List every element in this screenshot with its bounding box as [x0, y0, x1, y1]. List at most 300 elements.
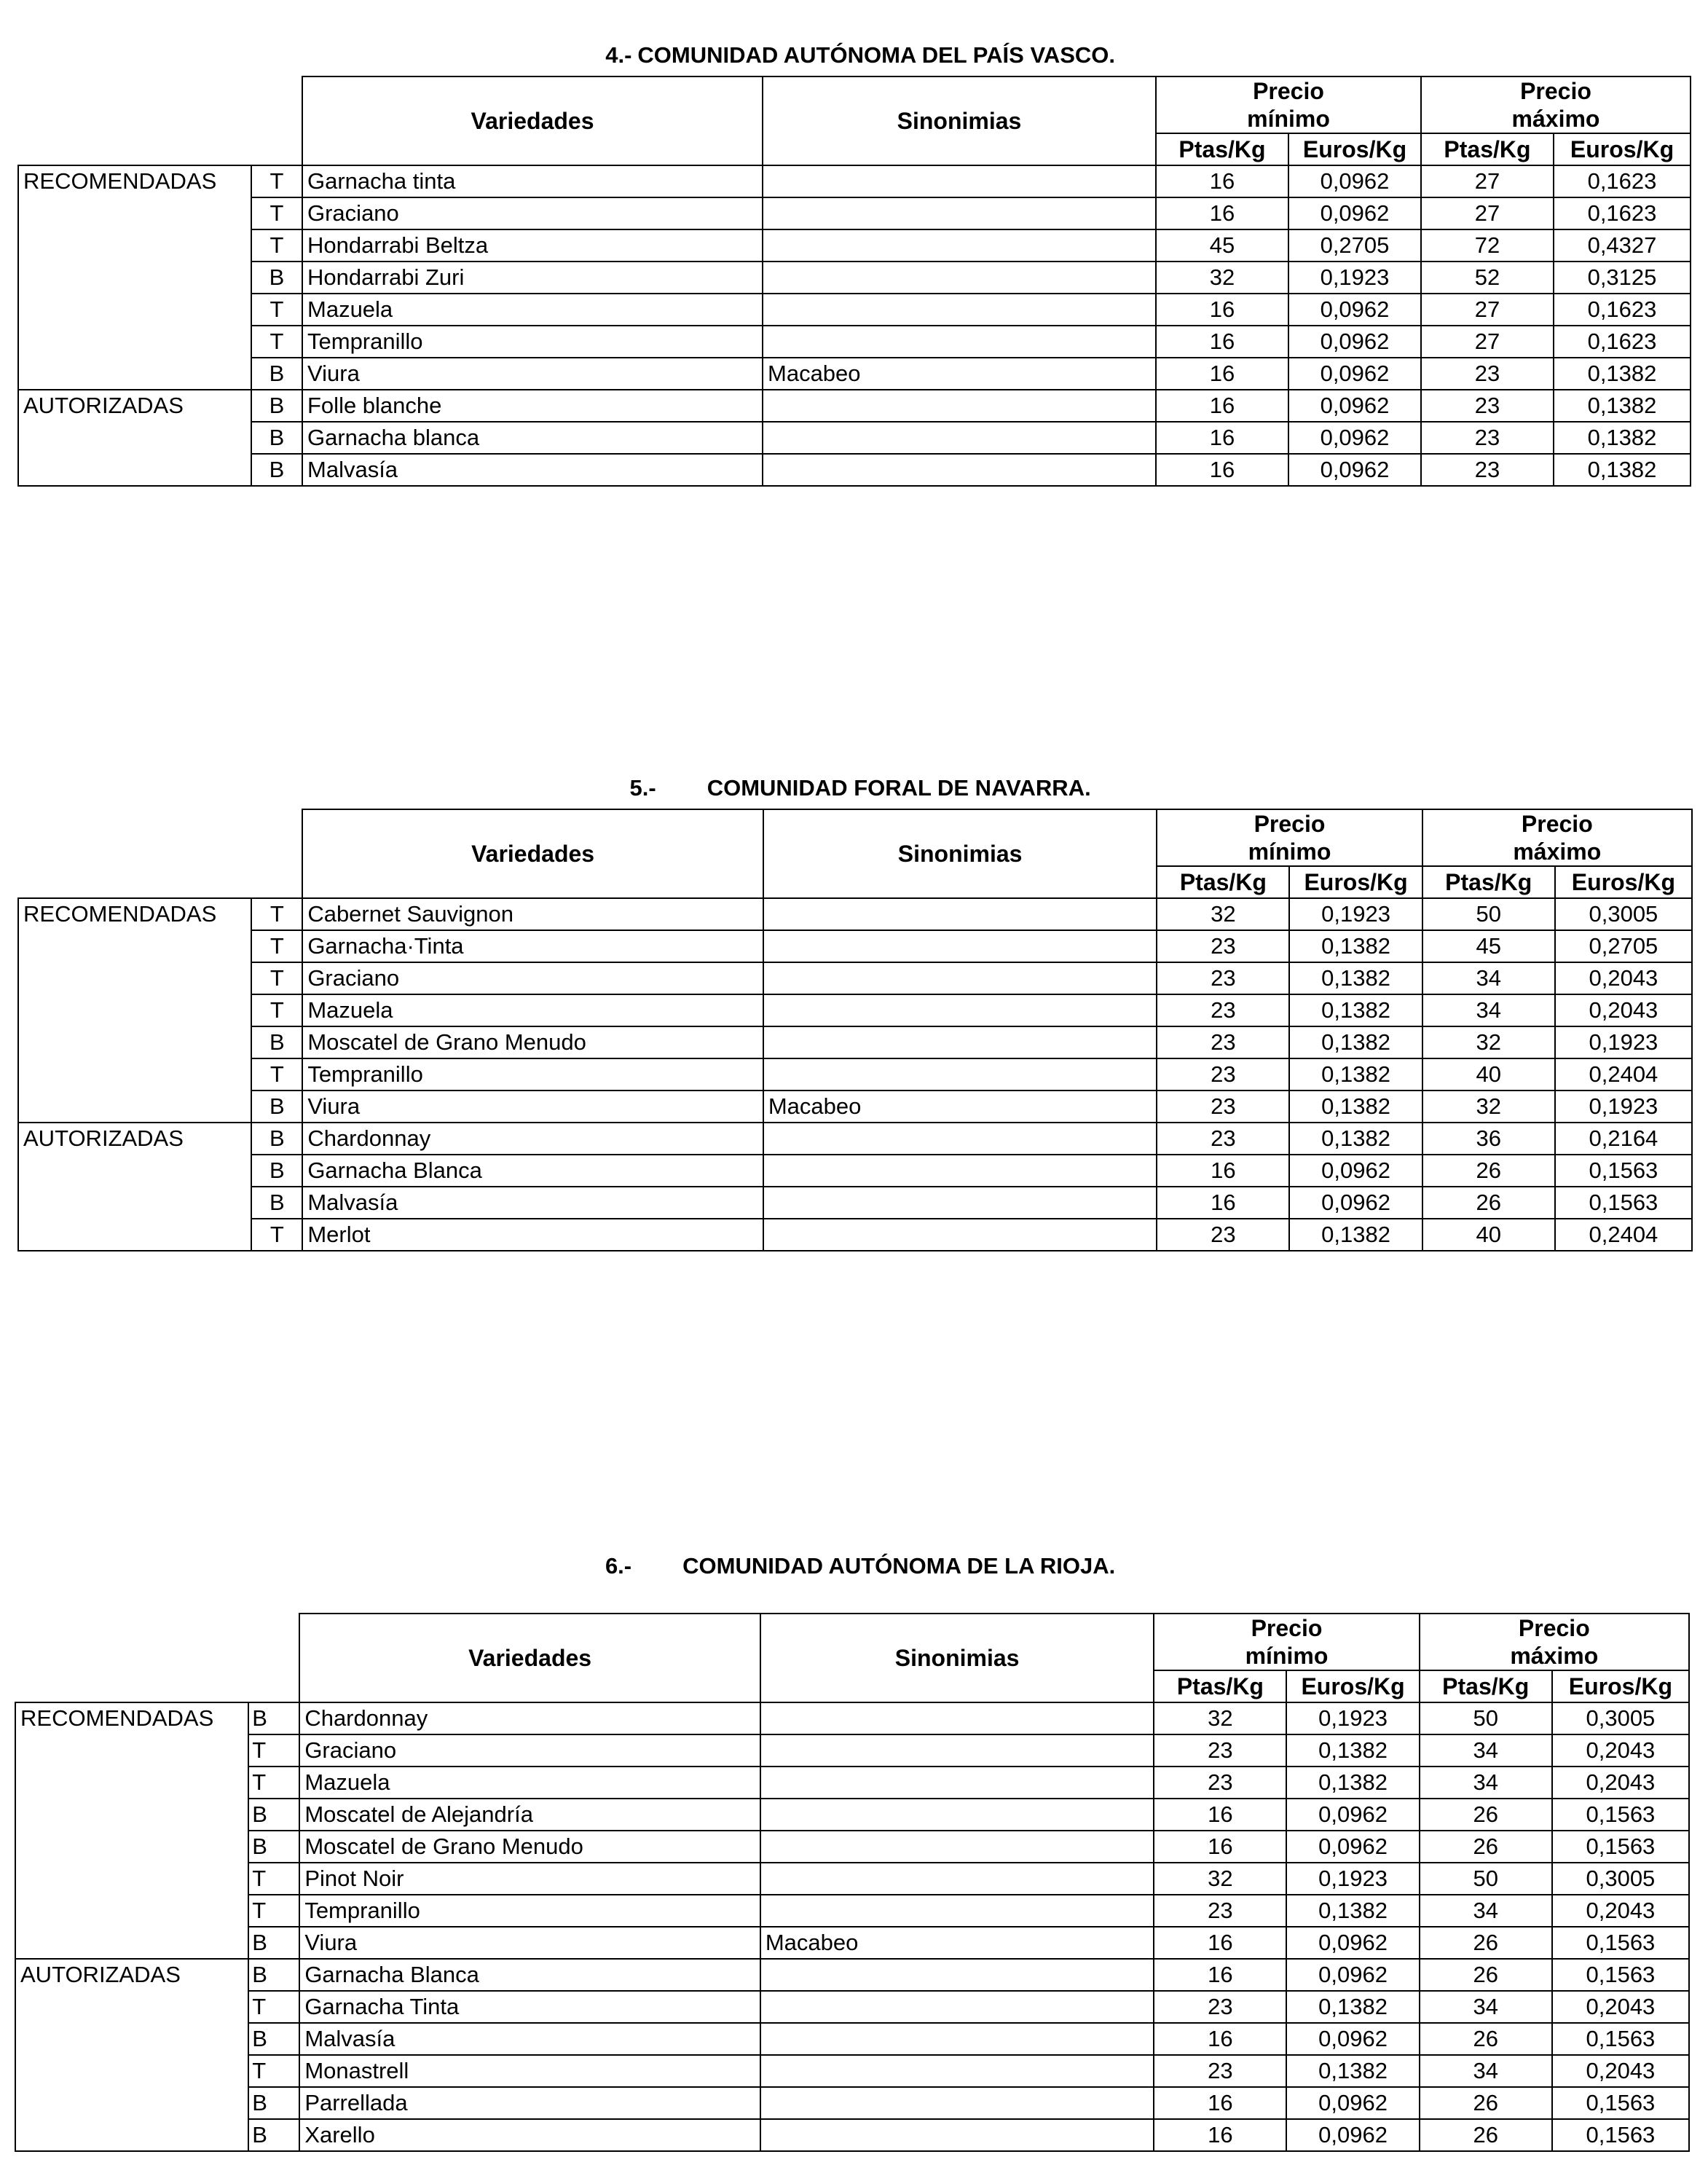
- max-euros-cell: 0,3005: [1552, 1702, 1689, 1734]
- max-ptas-cell: 26: [1420, 2023, 1552, 2055]
- variety-cell: Tempranillo: [302, 1058, 763, 1090]
- variety-cell: Viura: [299, 1927, 760, 1959]
- header-precio-minimo: [1154, 1614, 1419, 1670]
- min-ptas-cell: 23: [1154, 1767, 1286, 1799]
- max-euros-cell: 0,1563: [1552, 1927, 1689, 1959]
- header-maximo-label: máximo: [1513, 838, 1602, 865]
- color-cell: T: [248, 1767, 299, 1799]
- table-row: [15, 1831, 1689, 1863]
- variety-cell: Graciano: [302, 962, 763, 994]
- header-minimo-label: mínimo: [1247, 106, 1330, 132]
- category-cell: [18, 1058, 251, 1090]
- synonym-cell: [760, 2087, 1154, 2119]
- min-euros-cell: 0,0962: [1289, 1187, 1422, 1219]
- max-euros-cell: 0,2043: [1552, 2055, 1689, 2087]
- min-ptas-cell: 23: [1154, 1895, 1286, 1927]
- synonym-cell: [763, 197, 1156, 229]
- header-max-ptas: Ptas/Kg: [1420, 1670, 1552, 1702]
- min-ptas-cell: 32: [1156, 262, 1288, 294]
- table-row: [18, 262, 1691, 294]
- max-ptas-cell: 34: [1422, 962, 1555, 994]
- table-row: [18, 294, 1691, 326]
- max-ptas-cell: 27: [1421, 326, 1554, 358]
- table-header-row: [15, 1614, 1689, 1670]
- color-cell: B: [248, 2023, 299, 2055]
- max-euros-cell: 0,1563: [1555, 1155, 1692, 1187]
- color-cell: T: [251, 326, 302, 358]
- header-max-euros: Euros/Kg: [1552, 1670, 1689, 1702]
- category-cell: [15, 2119, 248, 2151]
- variety-cell: Garnacha Blanca: [299, 1959, 760, 1991]
- variety-cell: Merlot: [302, 1219, 763, 1251]
- color-cell: T: [248, 1895, 299, 1927]
- table-row: [18, 1187, 1692, 1219]
- max-euros-cell: 0,4327: [1554, 229, 1691, 262]
- max-euros-cell: 0,2043: [1552, 1991, 1689, 2023]
- max-ptas-cell: 26: [1420, 1799, 1552, 1831]
- table-row: [18, 994, 1692, 1026]
- max-euros-cell: 0,1382: [1554, 422, 1691, 454]
- category-cell: AUTORIZADAS: [15, 1959, 248, 1991]
- max-euros-cell: 0,2705: [1555, 930, 1692, 962]
- section-title-6: [0, 1527, 1708, 1579]
- category-cell: [15, 1767, 248, 1799]
- color-cell: B: [251, 1090, 302, 1123]
- color-cell: B: [248, 1959, 299, 1991]
- max-euros-cell: 0,1923: [1555, 1090, 1692, 1123]
- color-cell: B: [251, 1026, 302, 1058]
- min-ptas-cell: 32: [1154, 1702, 1286, 1734]
- header-maximo-label: máximo: [1510, 1643, 1599, 1669]
- min-euros-cell: 0,1382: [1286, 1991, 1419, 2023]
- min-euros-cell: 0,1382: [1286, 1734, 1419, 1767]
- min-ptas-cell: 23: [1157, 930, 1289, 962]
- min-ptas-cell: 16: [1157, 1187, 1289, 1219]
- max-euros-cell: 0,1563: [1552, 2119, 1689, 2151]
- synonym-cell: [760, 1702, 1154, 1734]
- category-cell: [18, 994, 251, 1026]
- synonym-cell: [760, 2119, 1154, 2151]
- header-precio-minimo: [1156, 76, 1421, 133]
- max-euros-cell: 0,2043: [1555, 962, 1692, 994]
- header-min-ptas: Ptas/Kg: [1154, 1670, 1286, 1702]
- varieties-table-pais-vasco: [17, 76, 1691, 487]
- variety-cell: Moscatel de Alejandría: [299, 1799, 760, 1831]
- synonym-cell: [760, 2055, 1154, 2087]
- header-blank: [15, 1614, 299, 1702]
- category-cell: [15, 1927, 248, 1959]
- max-euros-cell: 0,1563: [1552, 1799, 1689, 1831]
- min-euros-cell: 0,0962: [1288, 454, 1421, 486]
- synonym-cell: [763, 454, 1156, 486]
- header-minimo-label: mínimo: [1248, 838, 1331, 865]
- header-precio-label: Precio: [1251, 1615, 1323, 1641]
- max-ptas-cell: 50: [1420, 1863, 1552, 1895]
- category-cell: [18, 294, 251, 326]
- max-euros-cell: 0,1563: [1552, 1959, 1689, 1991]
- category-cell: AUTORIZADAS: [18, 390, 251, 422]
- section-heading: COMUNIDAD AUTÓNOMA DE LA RIOJA.: [682, 1553, 1116, 1579]
- color-cell: T: [251, 165, 302, 197]
- color-cell: B: [248, 1799, 299, 1831]
- color-cell: T: [251, 994, 302, 1026]
- table-row: [15, 1895, 1689, 1927]
- max-euros-cell: 0,1382: [1554, 358, 1691, 390]
- category-cell: [18, 1187, 251, 1219]
- table-row: [18, 1058, 1692, 1090]
- variety-cell: Garnacha Tinta: [299, 1991, 760, 2023]
- table-row: [18, 1155, 1692, 1187]
- min-euros-cell: 0,1382: [1289, 1058, 1422, 1090]
- header-maximo-label: máximo: [1511, 106, 1600, 132]
- color-cell: T: [251, 1219, 302, 1251]
- table-row: [15, 1767, 1689, 1799]
- max-euros-cell: 0,1623: [1554, 165, 1691, 197]
- min-ptas-cell: 23: [1154, 2055, 1286, 2087]
- table-row: [18, 390, 1691, 422]
- header-min-euros: Euros/Kg: [1288, 133, 1421, 165]
- table-row: [15, 1702, 1689, 1734]
- header-max-ptas: Ptas/Kg: [1421, 133, 1554, 165]
- header-precio-label: Precio: [1521, 811, 1593, 837]
- color-cell: B: [251, 390, 302, 422]
- variety-cell: Malvasía: [302, 454, 763, 486]
- max-ptas-cell: 26: [1420, 2119, 1552, 2151]
- color-cell: B: [251, 1123, 302, 1155]
- min-ptas-cell: 16: [1154, 1799, 1286, 1831]
- max-euros-cell: 0,1563: [1552, 2023, 1689, 2055]
- color-cell: B: [248, 2087, 299, 2119]
- table-row: [18, 422, 1691, 454]
- color-cell: T: [248, 1991, 299, 2023]
- color-cell: T: [251, 294, 302, 326]
- min-euros-cell: 0,1382: [1286, 1767, 1419, 1799]
- min-ptas-cell: 16: [1154, 1927, 1286, 1959]
- table-row: [18, 898, 1692, 930]
- max-ptas-cell: 34: [1420, 1991, 1552, 2023]
- min-ptas-cell: 16: [1156, 422, 1288, 454]
- category-cell: RECOMENDADAS: [15, 1702, 248, 1734]
- table-row: [18, 229, 1691, 262]
- color-cell: B: [251, 358, 302, 390]
- synonym-cell: [763, 1123, 1157, 1155]
- min-euros-cell: 0,0962: [1286, 1799, 1419, 1831]
- min-ptas-cell: 16: [1154, 2023, 1286, 2055]
- min-ptas-cell: 16: [1154, 1831, 1286, 1863]
- min-euros-cell: 0,0962: [1288, 165, 1421, 197]
- category-cell: [18, 197, 251, 229]
- synonym-cell: Macabeo: [763, 358, 1156, 390]
- max-ptas-cell: 27: [1421, 197, 1554, 229]
- header-sinonimias: Sinonimias: [760, 1614, 1154, 1702]
- header-blank: [18, 76, 302, 165]
- min-euros-cell: 0,0962: [1289, 1155, 1422, 1187]
- section-title-5: [0, 749, 1708, 801]
- min-ptas-cell: 16: [1157, 1155, 1289, 1187]
- synonym-cell: [760, 1991, 1154, 2023]
- max-euros-cell: 0,1382: [1554, 390, 1691, 422]
- max-euros-cell: 0,2043: [1555, 994, 1692, 1026]
- min-ptas-cell: 16: [1156, 358, 1288, 390]
- varieties-table-navarra: [17, 809, 1693, 1251]
- variety-cell: Tempranillo: [299, 1895, 760, 1927]
- synonym-cell: [763, 898, 1157, 930]
- header-precio-minimo: [1157, 809, 1422, 866]
- max-ptas-cell: 34: [1420, 1767, 1552, 1799]
- max-euros-cell: 0,1563: [1552, 1831, 1689, 1863]
- min-euros-cell: 0,2705: [1288, 229, 1421, 262]
- variety-cell: Mazuela: [299, 1767, 760, 1799]
- variety-cell: Tempranillo: [302, 326, 763, 358]
- min-euros-cell: 0,1382: [1289, 1123, 1422, 1155]
- color-cell: B: [251, 262, 302, 294]
- synonym-cell: [760, 1863, 1154, 1895]
- max-ptas-cell: 50: [1420, 1702, 1552, 1734]
- min-euros-cell: 0,0962: [1286, 2119, 1419, 2151]
- color-cell: B: [251, 1155, 302, 1187]
- header-variedades: Variedades: [302, 76, 763, 165]
- max-ptas-cell: 23: [1421, 454, 1554, 486]
- section-number: 5.-: [629, 775, 656, 801]
- variety-cell: Garnacha tinta: [302, 165, 763, 197]
- header-blank: [18, 809, 302, 898]
- max-ptas-cell: 26: [1420, 1831, 1552, 1863]
- color-cell: B: [248, 1702, 299, 1734]
- min-euros-cell: 0,0962: [1286, 2087, 1419, 2119]
- header-max-euros: Euros/Kg: [1555, 866, 1692, 898]
- min-euros-cell: 0,0962: [1286, 1831, 1419, 1863]
- table-row: [18, 1123, 1692, 1155]
- table-row: [18, 1026, 1692, 1058]
- min-ptas-cell: 23: [1157, 1058, 1289, 1090]
- table-row: [18, 1219, 1692, 1251]
- variety-cell: Garnacha·Tinta: [302, 930, 763, 962]
- min-euros-cell: 0,1382: [1289, 930, 1422, 962]
- synonym-cell: Macabeo: [760, 1927, 1154, 1959]
- category-cell: [15, 1734, 248, 1767]
- min-ptas-cell: 16: [1156, 390, 1288, 422]
- section-title-4: [0, 16, 1708, 68]
- synonym-cell: [763, 390, 1156, 422]
- synonym-cell: [763, 994, 1157, 1026]
- min-euros-cell: 0,1382: [1286, 1895, 1419, 1927]
- variety-cell: Folle blanche: [302, 390, 763, 422]
- category-cell: [15, 2055, 248, 2087]
- min-euros-cell: 0,1382: [1289, 962, 1422, 994]
- min-euros-cell: 0,1923: [1288, 262, 1421, 294]
- synonym-cell: [763, 1026, 1157, 1058]
- category-cell: RECOMENDADAS: [18, 165, 251, 197]
- color-cell: B: [251, 1187, 302, 1219]
- category-cell: [15, 1863, 248, 1895]
- max-ptas-cell: 26: [1420, 1927, 1552, 1959]
- synonym-cell: [760, 1734, 1154, 1767]
- min-ptas-cell: 16: [1154, 2087, 1286, 2119]
- max-euros-cell: 0,3005: [1555, 898, 1692, 930]
- synonym-cell: [760, 2023, 1154, 2055]
- table-header-row: [18, 76, 1691, 133]
- color-cell: B: [248, 2119, 299, 2151]
- max-euros-cell: 0,2404: [1555, 1219, 1692, 1251]
- table-row: [18, 326, 1691, 358]
- category-cell: [18, 262, 251, 294]
- section-heading: COMUNIDAD AUTÓNOMA DEL PAÍS VASCO.: [637, 42, 1116, 68]
- color-cell: T: [251, 898, 302, 930]
- max-ptas-cell: 27: [1421, 165, 1554, 197]
- variety-cell: Parrellada: [299, 2087, 760, 2119]
- table-header-row: [18, 809, 1692, 866]
- table-row: [15, 1959, 1689, 1991]
- header-precio-label: Precio: [1518, 1615, 1590, 1641]
- min-ptas-cell: 32: [1157, 898, 1289, 930]
- min-euros-cell: 0,0962: [1288, 197, 1421, 229]
- color-cell: T: [251, 930, 302, 962]
- min-ptas-cell: 23: [1157, 1123, 1289, 1155]
- category-cell: [15, 2087, 248, 2119]
- max-ptas-cell: 23: [1421, 358, 1554, 390]
- varieties-table-rioja: [15, 1613, 1690, 2152]
- category-cell: [18, 1219, 251, 1251]
- synonym-cell: [763, 165, 1156, 197]
- max-ptas-cell: 34: [1420, 1895, 1552, 1927]
- variety-cell: Graciano: [302, 197, 763, 229]
- min-euros-cell: 0,0962: [1288, 422, 1421, 454]
- variety-cell: Xarello: [299, 2119, 760, 2151]
- color-cell: B: [248, 1927, 299, 1959]
- table-row: [15, 1863, 1689, 1895]
- color-cell: T: [251, 197, 302, 229]
- min-euros-cell: 0,0962: [1286, 2023, 1419, 2055]
- min-euros-cell: 0,0962: [1288, 326, 1421, 358]
- synonym-cell: [763, 229, 1156, 262]
- max-euros-cell: 0,1623: [1554, 294, 1691, 326]
- min-ptas-cell: 23: [1157, 962, 1289, 994]
- category-cell: [18, 1155, 251, 1187]
- variety-cell: Mazuela: [302, 994, 763, 1026]
- header-min-euros: Euros/Kg: [1289, 866, 1422, 898]
- synonym-cell: Macabeo: [763, 1090, 1157, 1123]
- variety-cell: Pinot Noir: [299, 1863, 760, 1895]
- max-ptas-cell: 50: [1422, 898, 1555, 930]
- table-row: [18, 930, 1692, 962]
- max-euros-cell: 0,2164: [1555, 1123, 1692, 1155]
- category-cell: [18, 930, 251, 962]
- table-row: [18, 197, 1691, 229]
- table-row: [15, 1991, 1689, 2023]
- synonym-cell: [763, 1058, 1157, 1090]
- min-euros-cell: 0,0962: [1286, 1927, 1419, 1959]
- variety-cell: Viura: [302, 358, 763, 390]
- max-ptas-cell: 26: [1420, 2087, 1552, 2119]
- max-ptas-cell: 34: [1420, 2055, 1552, 2087]
- category-cell: [15, 1991, 248, 2023]
- min-euros-cell: 0,0962: [1288, 294, 1421, 326]
- category-cell: [15, 1895, 248, 1927]
- table-row: [15, 1927, 1689, 1959]
- header-precio-maximo: [1421, 76, 1691, 133]
- min-ptas-cell: 16: [1156, 165, 1288, 197]
- category-cell: RECOMENDADAS: [18, 898, 251, 930]
- category-cell: [18, 1090, 251, 1123]
- variety-cell: Graciano: [299, 1734, 760, 1767]
- section-number: 6.-: [605, 1553, 632, 1579]
- max-ptas-cell: 23: [1421, 422, 1554, 454]
- header-max-euros: Euros/Kg: [1554, 133, 1691, 165]
- max-ptas-cell: 72: [1421, 229, 1554, 262]
- max-ptas-cell: 26: [1422, 1155, 1555, 1187]
- max-ptas-cell: 26: [1422, 1187, 1555, 1219]
- table-row: [15, 1799, 1689, 1831]
- color-cell: T: [248, 1734, 299, 1767]
- max-euros-cell: 0,3005: [1552, 1863, 1689, 1895]
- max-euros-cell: 0,1563: [1555, 1187, 1692, 1219]
- table-row: [18, 1090, 1692, 1123]
- min-ptas-cell: 23: [1154, 1734, 1286, 1767]
- table-row: [15, 1734, 1689, 1767]
- table-row: [18, 358, 1691, 390]
- color-cell: T: [251, 962, 302, 994]
- max-euros-cell: 0,2043: [1552, 1767, 1689, 1799]
- variety-cell: Mazuela: [302, 294, 763, 326]
- min-euros-cell: 0,1923: [1286, 1863, 1419, 1895]
- max-ptas-cell: 34: [1422, 994, 1555, 1026]
- min-euros-cell: 0,0962: [1288, 390, 1421, 422]
- synonym-cell: [763, 962, 1157, 994]
- min-euros-cell: 0,1382: [1286, 2055, 1419, 2087]
- table-row: [15, 2055, 1689, 2087]
- max-euros-cell: 0,1563: [1552, 2087, 1689, 2119]
- max-ptas-cell: 45: [1422, 930, 1555, 962]
- synonym-cell: [760, 1895, 1154, 1927]
- header-min-ptas: Ptas/Kg: [1156, 133, 1288, 165]
- variety-cell: Chardonnay: [302, 1123, 763, 1155]
- category-cell: [18, 962, 251, 994]
- max-ptas-cell: 27: [1421, 294, 1554, 326]
- max-euros-cell: 0,1923: [1555, 1026, 1692, 1058]
- synonym-cell: [760, 1831, 1154, 1863]
- min-ptas-cell: 45: [1156, 229, 1288, 262]
- min-ptas-cell: 16: [1154, 2119, 1286, 2151]
- header-sinonimias: Sinonimias: [763, 76, 1156, 165]
- synonym-cell: [760, 1767, 1154, 1799]
- category-cell: [18, 454, 251, 486]
- min-ptas-cell: 16: [1154, 1959, 1286, 1991]
- header-precio-maximo: [1420, 1614, 1689, 1670]
- variety-cell: Hondarrabi Zuri: [302, 262, 763, 294]
- header-precio-label: Precio: [1520, 78, 1591, 104]
- synonym-cell: [763, 1219, 1157, 1251]
- variety-cell: Garnacha blanca: [302, 422, 763, 454]
- header-sinonimias: Sinonimias: [763, 809, 1157, 898]
- min-ptas-cell: 32: [1154, 1863, 1286, 1895]
- category-cell: [18, 1026, 251, 1058]
- max-ptas-cell: 52: [1421, 262, 1554, 294]
- category-cell: AUTORIZADAS: [18, 1123, 251, 1155]
- color-cell: T: [248, 2055, 299, 2087]
- min-euros-cell: 0,0962: [1288, 358, 1421, 390]
- synonym-cell: [760, 1959, 1154, 1991]
- max-ptas-cell: 32: [1422, 1026, 1555, 1058]
- min-ptas-cell: 16: [1156, 197, 1288, 229]
- table-row: [18, 962, 1692, 994]
- max-euros-cell: 0,2404: [1555, 1058, 1692, 1090]
- section-number: 4.-: [605, 42, 632, 68]
- synonym-cell: [760, 1799, 1154, 1831]
- category-cell: [15, 1799, 248, 1831]
- category-cell: [18, 358, 251, 390]
- variety-cell: Viura: [302, 1090, 763, 1123]
- max-euros-cell: 0,3125: [1554, 262, 1691, 294]
